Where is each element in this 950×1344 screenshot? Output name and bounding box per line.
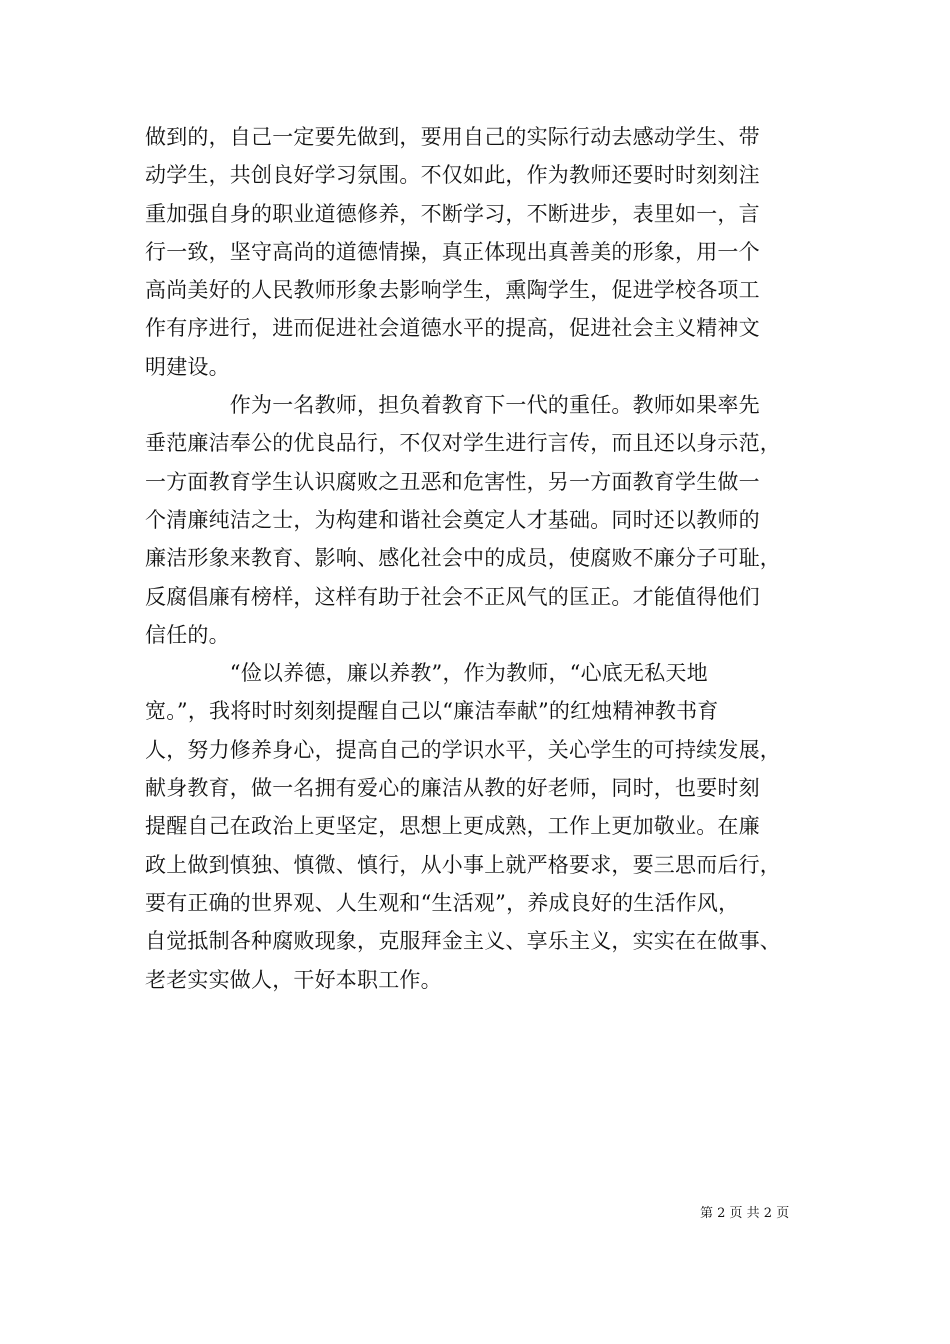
text-line: 动学生，共创良好学习氛围。不仅如此，作为教师还要时时刻刻注: [145, 163, 760, 188]
text-line: 作为一名教师，担负着教育下一代的重任。教师如果率先: [145, 393, 760, 418]
text-line: 宽。”，我将时时刻刻提醒自己以“廉洁奉献”的红烛精神教书育: [145, 699, 719, 724]
text-line: 提醒自己在政治上更坚定，思想上更成熟，工作上更加敬业。在廉: [145, 814, 760, 839]
text-line: 人，努力修养身心，提高自己的学识水平，关心学生的可持续发展，: [145, 737, 781, 762]
text-line: 高尚美好的人民教师形象去影响学生，熏陶学生，促进学校各项工: [145, 278, 760, 303]
text-line: 行一致，坚守高尚的道德情操，真正体现出真善美的形象，用一个: [145, 239, 760, 264]
text-line: 要有正确的世界观、人生观和“生活观”，养成良好的生活作风，: [145, 890, 740, 915]
text-line: 信任的。: [145, 622, 230, 647]
text-line: 个清廉纯洁之士，为构建和谐社会奠定人才基础。同时还以教师的: [145, 507, 760, 532]
text-line: 垂范廉洁奉公的优良品行，不仅对学生进行言传，而且还以身示范，: [145, 431, 781, 456]
page-number: 第 2 页 共 2 页: [700, 1206, 790, 1221]
body-text: [145, 118, 825, 999]
text-line: 老老实实做人，干好本职工作。: [145, 967, 442, 992]
text-line: 政上做到慎独、慎微、慎行，从小事上就严格要求，要三思而后行，: [145, 852, 781, 877]
text-line: 重加强自身的职业道德修养，不断学习，不断进步，表里如一，言: [145, 201, 760, 226]
text-line: 自觉抵制各种腐败现象，克服拜金主义、享乐主义，实实在在做事、: [145, 929, 781, 954]
text-line: 献身教育，做一名拥有爱心的廉洁从教的好老师，同时，也要时刻: [145, 776, 760, 801]
text-line: 一方面教育学生认识腐败之丑恶和危害性，另一方面教育学生做一: [145, 469, 760, 494]
text-line: “俭以养德，廉以养教”，作为教师，“心底无私天地: [145, 661, 708, 686]
text-line: 明建设。: [145, 354, 230, 379]
text-line: 作有序进行，进而促进社会道德水平的提高，促进社会主义精神文: [145, 316, 760, 341]
text-line: 廉洁形象来教育、影响、感化社会中的成员，使腐败不廉分子可耻，: [145, 546, 781, 571]
text-line: 做到的，自己一定要先做到，要用自己的实际行动去感动学生、带: [145, 125, 760, 149]
text-line: 反腐倡廉有榜样，这样有助于社会不正风气的匡正。才能值得他们: [145, 584, 760, 609]
